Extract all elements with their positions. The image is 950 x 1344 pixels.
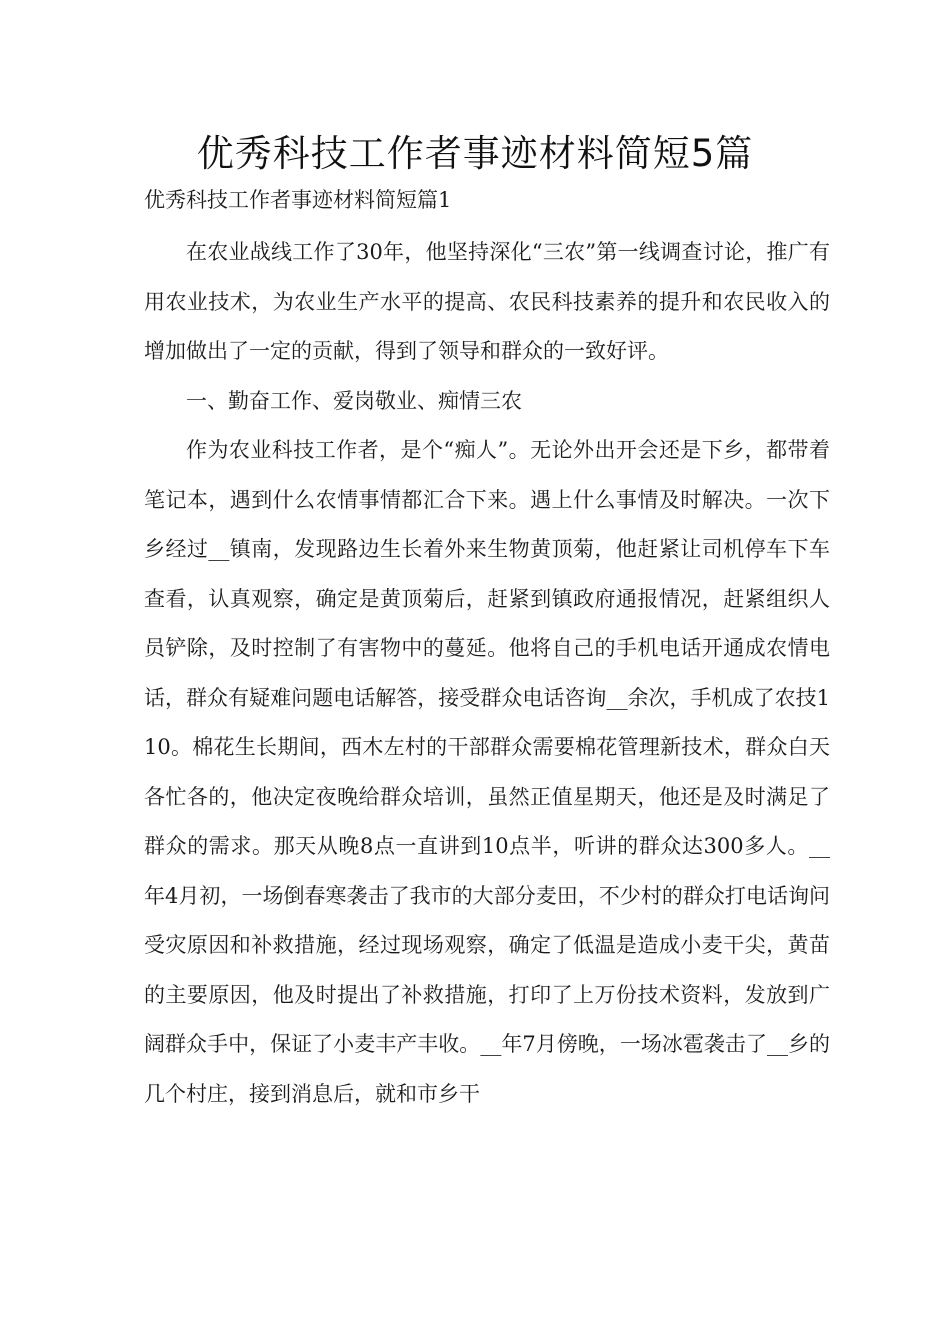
document-body — [144, 228, 830, 1119]
section-heading: 优秀科技工作者事迹材料简短篇1 — [144, 188, 452, 212]
paragraph-heading-one: 一、勤奋工作、爱岗敬业、痴情三农 — [186, 388, 522, 413]
paragraph-intro: 在农业战线工作了30年，他坚持深化“三农”第一线调查讨论，推广有用农业技术，为农业生产水平的提高、农民科技素养的提升和农民收入的增加做出了一定的贡献，得到了领导和群众的一致好评。 — [144, 240, 830, 363]
document-title: 优秀科技工作者事迹材料简短5篇 — [196, 132, 754, 175]
paragraph-body: 作为农业科技工作者，是个“痴人”。无论外出开会还是下乡，都带着笔记本，遇到什么农情事情都汇合下来。遇上什么事情及时解决。一次下乡经过__镇南，发现路边生长着外来生物黄顶菊，他赶紧让司机停车下车查看，认真观察，确定是黄顶菊后，赶紧到镇政府通报情况，赶紧组织人员铲除，及时控制了有害物中的蔓延。他将自己的手机电话开通成农情电话，群众有疑难问题电话解答，接受群众电话咨询__余次，手机成了农技110。棉花生长期间，西木左村的干部群众需要棉花管理新技术，群众白天各忙各的，他决定夜晚给群众培训，虽然正值星期天，他还是及时满足了群众的需求。那天从晚8点一直讲到10点半，听讲的群众达300多人。__年4月初，一场倒春寒袭击了我市的大部分麦田，不少村的群众打电话询问受灾原因和补救措施，经过现场观察，确定了低温是造成小麦干尖，黄苗的主要原因，他及时提出了补救措施，打印了上万份技术资料，发放到广阔群众手中，保证了小麦丰产丰收。__年7月傍晚，一场冰雹袭击了__乡的几个村庄，接到消息后，就和市乡干 — [144, 438, 830, 1106]
